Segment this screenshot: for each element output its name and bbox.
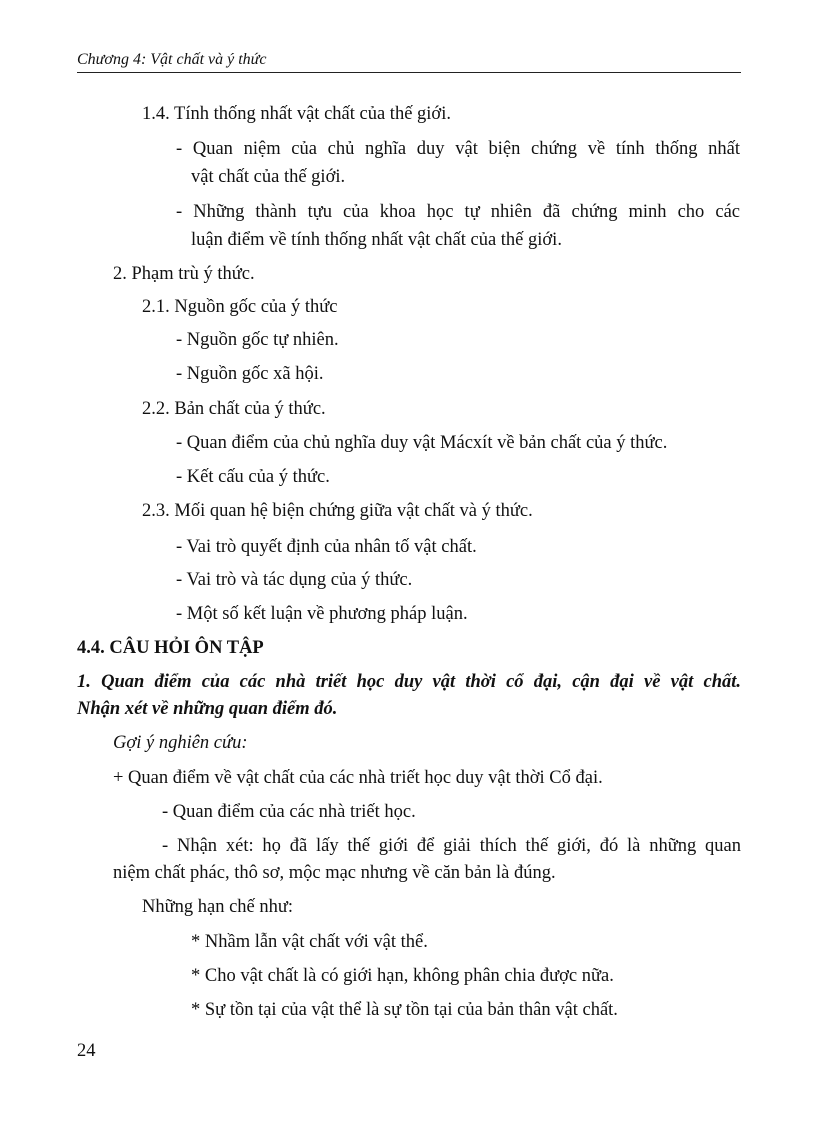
list-item: - Vai trò và tác dụng của ý thức.	[176, 570, 413, 590]
limitations-label: Những hạn chế như:	[142, 897, 294, 917]
hint-subpoint: - Quan điểm của các nhà triết học.	[162, 802, 416, 822]
hint-point: + Quan điểm về vật chất của các nhà triết học duy vật thời Cổ đại.	[113, 768, 603, 788]
list-item: - Vai trò quyết định của nhân tố vật chất.	[176, 537, 477, 557]
limitation-item: * Cho vật chất là có giới hạn, không phân chia được nữa.	[191, 966, 614, 986]
list-item: - Một số kết luận về phương pháp luận.	[176, 604, 468, 624]
list-item: - Nguồn gốc xã hội.	[176, 364, 324, 384]
section-2-2-heading: 2.2. Bản chất của ý thức.	[142, 399, 326, 419]
page-number: 24	[77, 1041, 96, 1061]
limitation-item: * Sự tồn tại của vật thể là sự tồn tại của bản thân vật chất.	[191, 1000, 618, 1020]
section-2-1-heading: 2.1. Nguồn gốc của ý thức	[142, 297, 338, 317]
list-item: - Quan niệm của chủ nghĩa duy vật biện chứng về tính thống nhất	[176, 139, 740, 159]
section-1-4-heading: 1.4. Tính thống nhất vật chất của thế giới.	[142, 104, 451, 124]
research-hint-label: Gợi ý nghiên cứu:	[113, 733, 248, 753]
page-header	[77, 50, 741, 73]
chapter-title: Chương 4: Vật chất và ý thức	[77, 51, 267, 68]
list-item: - Những thành tựu của khoa học tự nhiên đã chứng minh cho các	[176, 202, 740, 222]
question-1-continuation: Nhận xét về những quan điểm đó.	[77, 699, 338, 719]
question-1-text: 1. Quan điểm của các nhà triết học duy vật thời cổ đại, cận đại về vật chất.	[77, 672, 741, 692]
section-4-4-heading: 4.4. CÂU HỎI ÔN TẬP	[77, 638, 264, 658]
list-item: - Nguồn gốc tự nhiên.	[176, 330, 339, 350]
hint-subpoint-continuation: niệm chất phác, thô sơ, mộc mạc nhưng về căn bản là đúng.	[113, 863, 556, 883]
hint-subpoint: - Nhận xét: họ đã lấy thế giới để giải thích thế giới, đó là những quan	[162, 836, 741, 856]
list-item-continuation: vật chất của thế giới.	[191, 167, 346, 187]
section-2-heading: 2. Phạm trù ý thức.	[113, 264, 255, 284]
list-item: - Quan điểm của chủ nghĩa duy vật Mácxít về bản chất của ý thức.	[176, 433, 668, 453]
section-2-3-heading: 2.3. Mối quan hệ biện chứng giữa vật chất và ý thức.	[142, 501, 533, 521]
list-item: - Kết cấu của ý thức.	[176, 467, 330, 487]
limitation-item: * Nhầm lẫn vật chất với vật thể.	[191, 932, 428, 952]
list-item-continuation: luận điểm về tính thống nhất vật chất của thế giới.	[191, 230, 562, 250]
